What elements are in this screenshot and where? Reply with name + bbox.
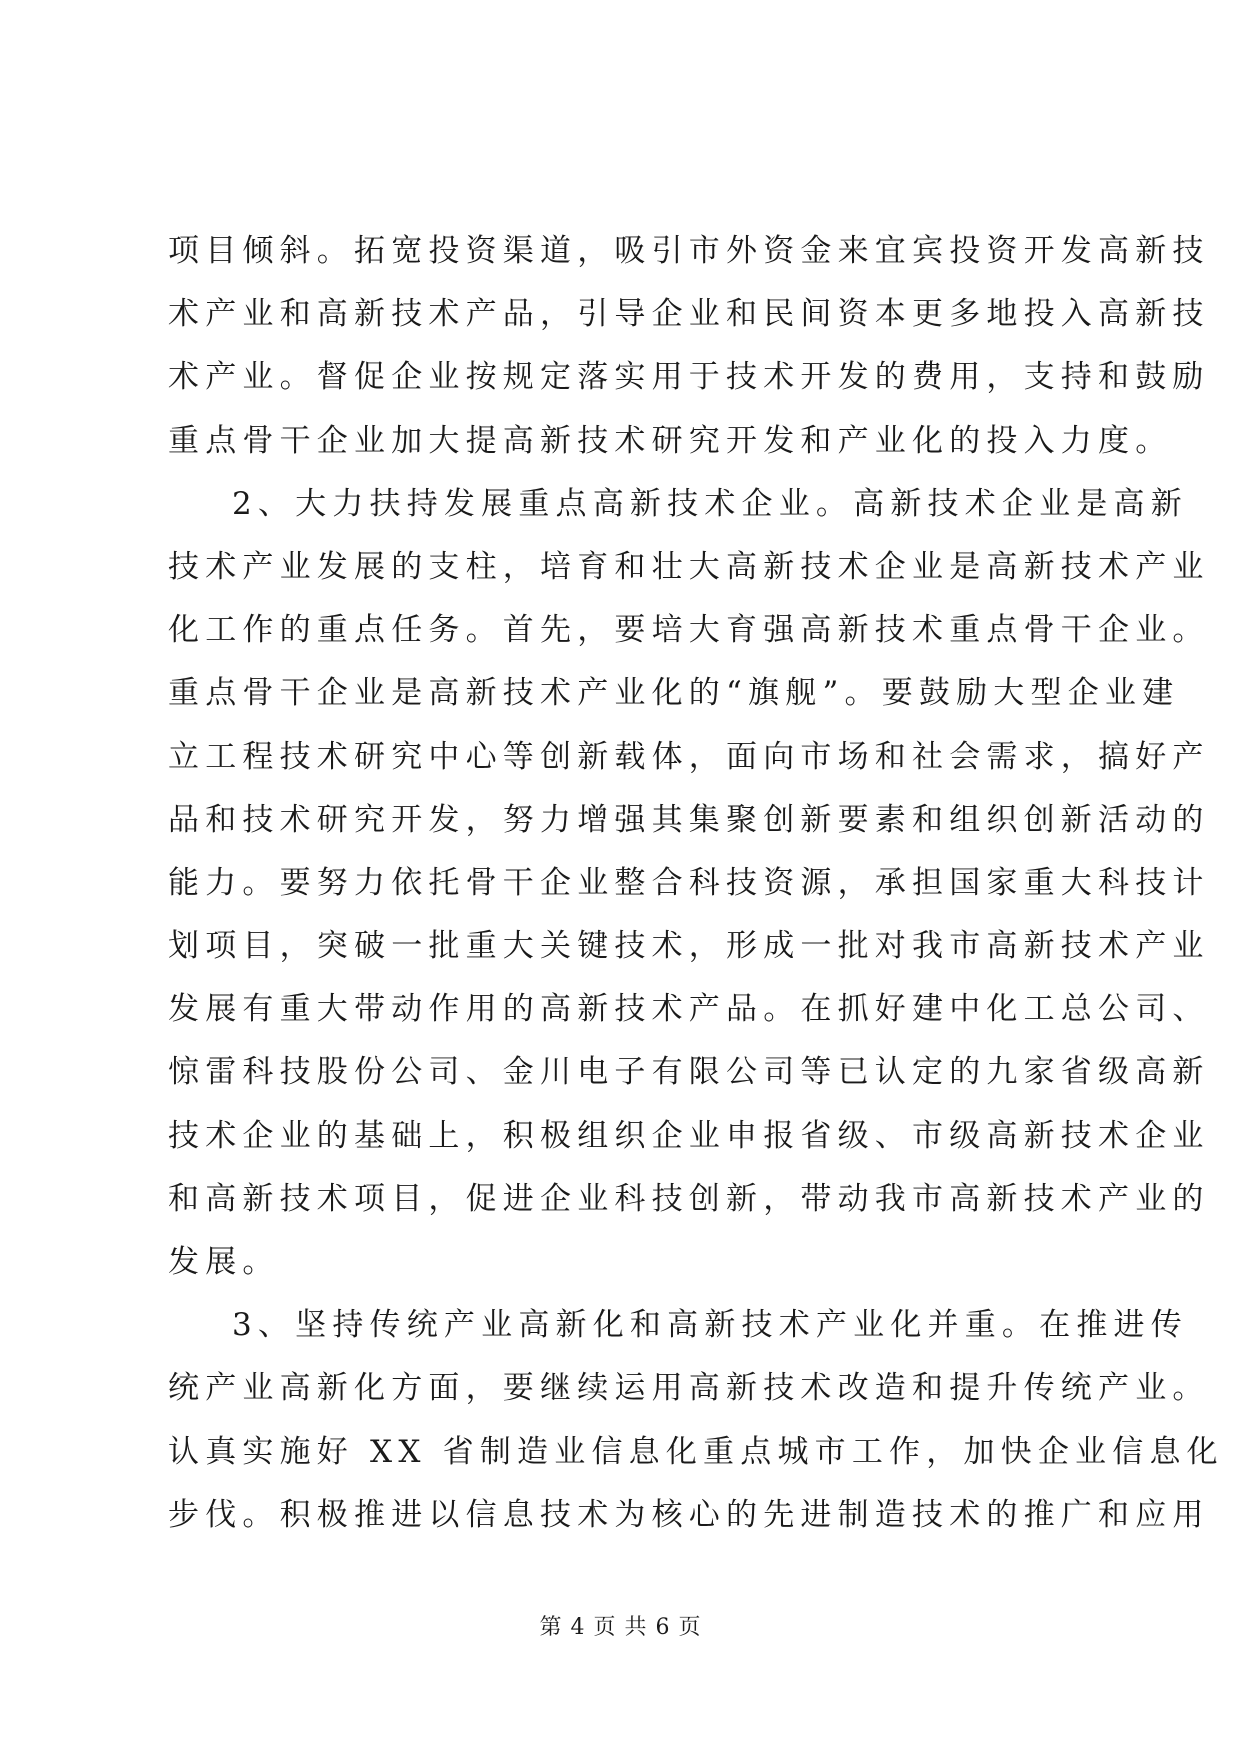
text-line: 惊雷科技股份公司、金川电子有限公司等已认定的九家省级高新 (168, 1054, 1210, 1091)
text-line: 品和技术研究开发，努力增强其集聚创新要素和组织创新活动的 (168, 801, 1210, 838)
text-line: 和高新技术项目，促进企业科技创新，带动我市高新技术产业的 (168, 1180, 1210, 1217)
text-line: 统产业高新化方面，要继续运用高新技术改造和提升传统产业。 (168, 1370, 1210, 1407)
text-line: 技术企业的基础上，积极组织企业申报省级、市级高新技术企业 (168, 1117, 1210, 1154)
text-line: 步伐。积极推进以信息技术为核心的先进制造技术的推广和应用 (168, 1496, 1210, 1533)
text-line: 认真实施好 XX 省制造业信息化重点城市工作，加快企业信息化 (168, 1433, 1224, 1470)
text-line: 发展有重大带动作用的高新技术产品。在抓好建中化工总公司、 (168, 991, 1210, 1028)
text-line: 技术产业发展的支柱，培育和壮大高新技术企业是高新技术产业 (168, 548, 1210, 585)
text-line: 划项目，突破一批重大关键技术，形成一批对我市高新技术产业 (168, 928, 1210, 965)
text-line: 2、大力扶持发展重点高新技术企业。高新技术企业是高新 (232, 485, 1188, 522)
text-line: 重点骨干企业是高新技术产业化的“旗舰”。要鼓励大型企业建 (168, 675, 1180, 712)
text-line: 术产业和高新技术产品，引导企业和民间资本更多地投入高新技 (168, 296, 1210, 333)
text-line: 发展。 (168, 1244, 280, 1280)
text-line: 术产业。督促企业按规定落实用于技术开发的费用，支持和鼓励 (168, 359, 1210, 396)
text-line: 能力。要努力依托骨干企业整合科技资源，承担国家重大科技计 (168, 864, 1210, 901)
text-line: 项目倾斜。拓宽投资渠道，吸引市外资金来宜宾投资开发高新技 (168, 233, 1210, 269)
text-line: 重点骨干企业加大提高新技术研究开发和产业化的投入力度。 (168, 422, 1173, 459)
body-text (168, 220, 1224, 1547)
text-line: 3、坚持传统产业高新化和高新技术产业化并重。在推进传 (232, 1307, 1188, 1344)
text-line: 化工作的重点任务。首先，要培大育强高新技术重点骨干企业。 (168, 612, 1210, 649)
text-line: 立工程技术研究中心等创新载体，面向市场和社会需求，搞好产 (168, 738, 1210, 775)
page-footer: 第 4 页 共 6 页 (539, 1615, 702, 1640)
